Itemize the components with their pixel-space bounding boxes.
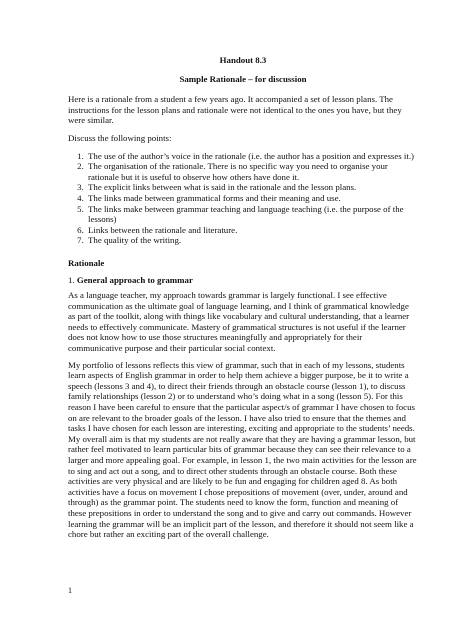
- body-paragraph: As a language teacher, my approach towards grammar is largely functional. I see effective communication as the ultimate goal of language learning, and I think of grammatical knowledge as part of the toolkit, along with things like vocabulary and cultural understanding, that a learner needs to effectively communicate. Mastery of grammatical structures is not useful if the learner does not know how to use those structures meaningfully and appropriately for their communicative purpose and their particular social context.: [68, 290, 410, 354]
- subsection-heading: [68, 275, 418, 286]
- subsection-title: General approach to grammar: [76, 274, 193, 285]
- document-subtitle: Sample Rationale – for discussion: [179, 73, 307, 84]
- discussion-point: 3. The explicit links between what is said in the rationale and the lesson plans.: [86, 182, 418, 193]
- discuss-lead: Discuss the following points:: [68, 132, 172, 143]
- discussion-point: 1. The use of the author’s voice in the rationale (i.e. the author has a position and expresses it.): [86, 151, 418, 162]
- discussion-point: 4. The links made between grammatical forms and their meaning and use.: [86, 193, 418, 204]
- section-heading-rationale: Rationale: [68, 257, 105, 268]
- subsection-number: 1.: [68, 274, 75, 285]
- page-number: 1: [68, 586, 72, 595]
- discussion-point: 2. The organisation of the rationale. There is no specific way you need to organise your rationale but it is useful to observe how others have done it.: [86, 161, 418, 182]
- discussion-point: 7. The quality of the writing.: [86, 235, 418, 246]
- discussion-points-list: [68, 151, 418, 246]
- discussion-point: 6. Links between the rationale and literature.: [86, 225, 418, 236]
- intro-paragraph: Here is a rationale from a student a few years ago. It accompanied a set of lesson plans. The instructions for the lesson plans and rationale were not identical to the ones you have, but they were similar.: [68, 94, 402, 126]
- body-paragraph: My portfolio of lessons reflects this view of grammar, such that in each of my lessons, students learn aspects of English grammar in order to help them achieve a bigger purpose, be it to write a speech (lessons 3 and 4), to direct their friends through an obstacle course (lesson 1), to discuss family relationships (lesson 2) or to understand who’s doing what in a song (lesson 5). For this reason I have been careful to ensure that the particular aspect/s of grammar I have chosen to focus on are relevant to the broader goals of the lesson. I have also tried to ensure that the themes and tasks I have chosen for each lesson are interesting, exciting and appropriate to the students’ needs. My overall aim is that my students are not really aware that they are having a grammar lesson, but rather feel motivated to learn particular bits of grammar because they can see their relevance to a larger and more appealing goal. For example, in lesson 1, the two main activities for the lesson are to sing and act out a song, and to direct other students through an obstacle course. Both these activities are very physical and are likely to be fun and engaging for children aged 8. As both activities have a focus on movement I chose prepositions of movement (over, under, around and through) as the grammar point. The students need to know the form, function and meaning of these prepositions in order to understand the song and to give and carry out commands. However learning the grammar will be an implicit part of the lesson, and therefore it should not seem like a chore but rather an exciting part of the overall challenge.: [68, 359, 417, 540]
- document-content: [68, 55, 418, 546]
- handout-title: Handout 8.3: [219, 55, 267, 65]
- discussion-point: 5. The links make between grammar teaching and language teaching (i.e. the purpose of the lessons): [86, 204, 418, 225]
